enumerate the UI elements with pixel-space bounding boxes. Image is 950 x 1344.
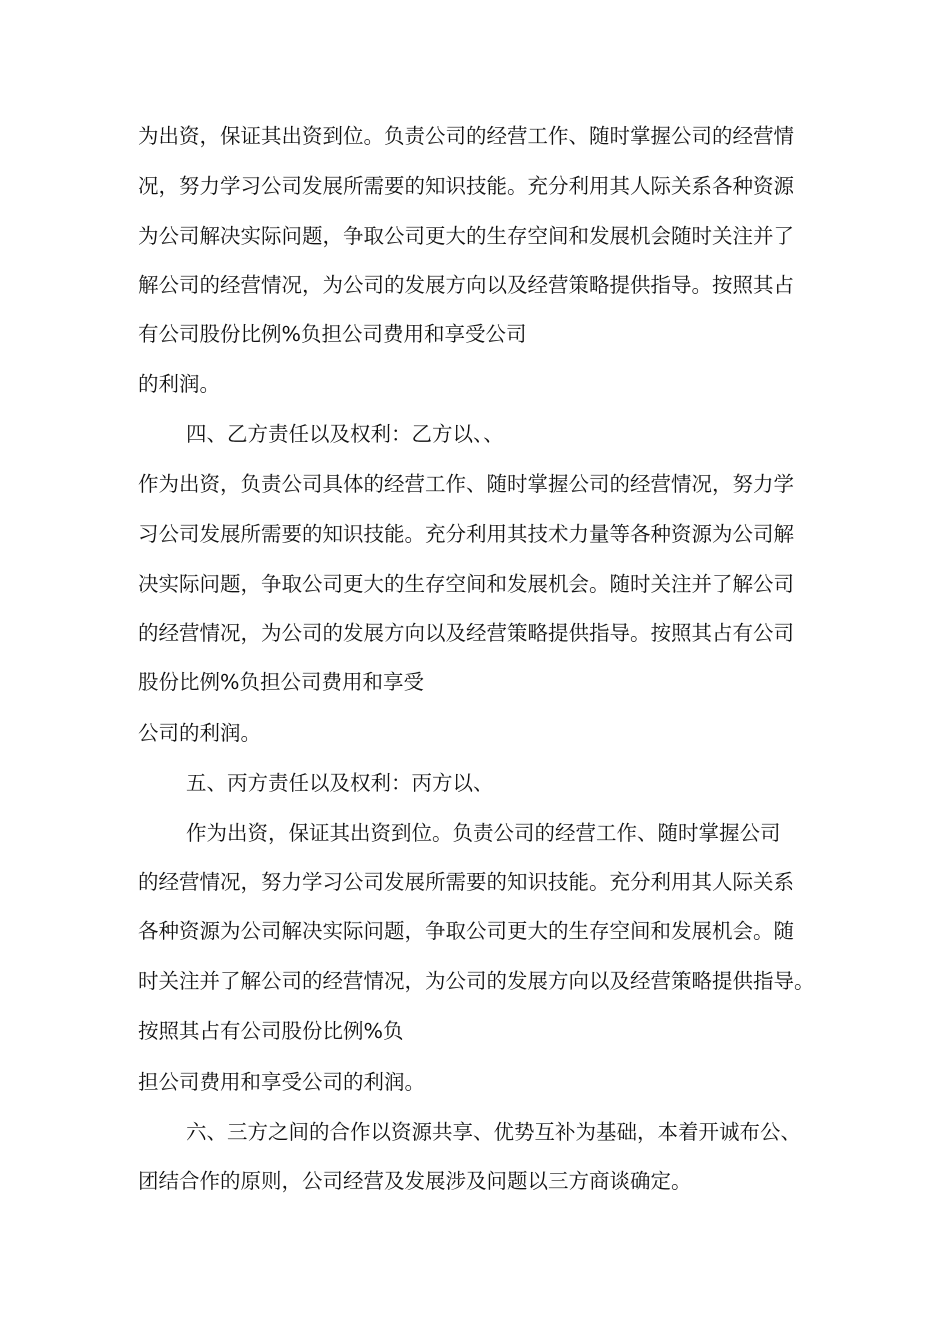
- paragraph-line: 公司的利润。: [138, 721, 261, 745]
- paragraph-line: 为出资，保证其出资到位。负责公司的经营工作、随时掌握公司的经营情: [138, 124, 794, 148]
- paragraph-line: 各种资源为公司解决实际问题，争取公司更大的生存空间和发展机会。随: [138, 919, 794, 943]
- paragraph-line: 有公司股份比例%负担公司费用和享受公司: [138, 322, 527, 346]
- section-heading-five: 五、丙方责任以及权利：丙方以、: [186, 771, 494, 795]
- paragraph-line: 的经营情况，为公司的发展方向以及经营策略提供指导。按照其占有公司: [138, 621, 794, 645]
- paragraph-line: 决实际问题，争取公司更大的生存空间和发展机会。随时关注并了解公司: [138, 572, 794, 596]
- paragraph-line: 担公司费用和享受公司的利润。: [138, 1070, 425, 1094]
- paragraph-line: 的利润。: [138, 372, 220, 396]
- section-heading-six: 六、三方之间的合作以资源共享、优势互补为基础，本着开诚布公、: [186, 1120, 801, 1144]
- paragraph-line: 解公司的经营情况，为公司的发展方向以及经营策略提供指导。按照其占: [138, 273, 794, 297]
- paragraph-line: 股份比例%负担公司费用和享受: [138, 670, 424, 694]
- paragraph-line: 按照其占有公司股份比例%负: [138, 1019, 404, 1043]
- section-heading-four: 四、乙方责任以及权利：乙方以、、: [186, 422, 504, 446]
- paragraph-line: 作为出资，保证其出资到位。负责公司的经营工作、随时掌握公司: [186, 821, 781, 845]
- paragraph-line: 团结合作的原则，公司经营及发展涉及问题以三方商谈确定。: [138, 1169, 692, 1193]
- paragraph-line: 的经营情况，努力学习公司发展所需要的知识技能。充分利用其人际关系: [138, 870, 794, 894]
- paragraph-line: 习公司发展所需要的知识技能。充分利用其技术力量等各种资源为公司解: [138, 522, 794, 546]
- paragraph-line: 时关注并了解公司的经营情况，为公司的发展方向以及经营策略提供指导。: [138, 969, 815, 993]
- paragraph-line: 况，努力学习公司发展所需要的知识技能。充分利用其人际关系各种资源: [138, 174, 794, 198]
- paragraph-line: 为公司解决实际问题，争取公司更大的生存空间和发展机会随时关注并了: [138, 224, 794, 248]
- paragraph-line: 作为出资，负责公司具体的经营工作、随时掌握公司的经营情况，努力学: [138, 472, 794, 496]
